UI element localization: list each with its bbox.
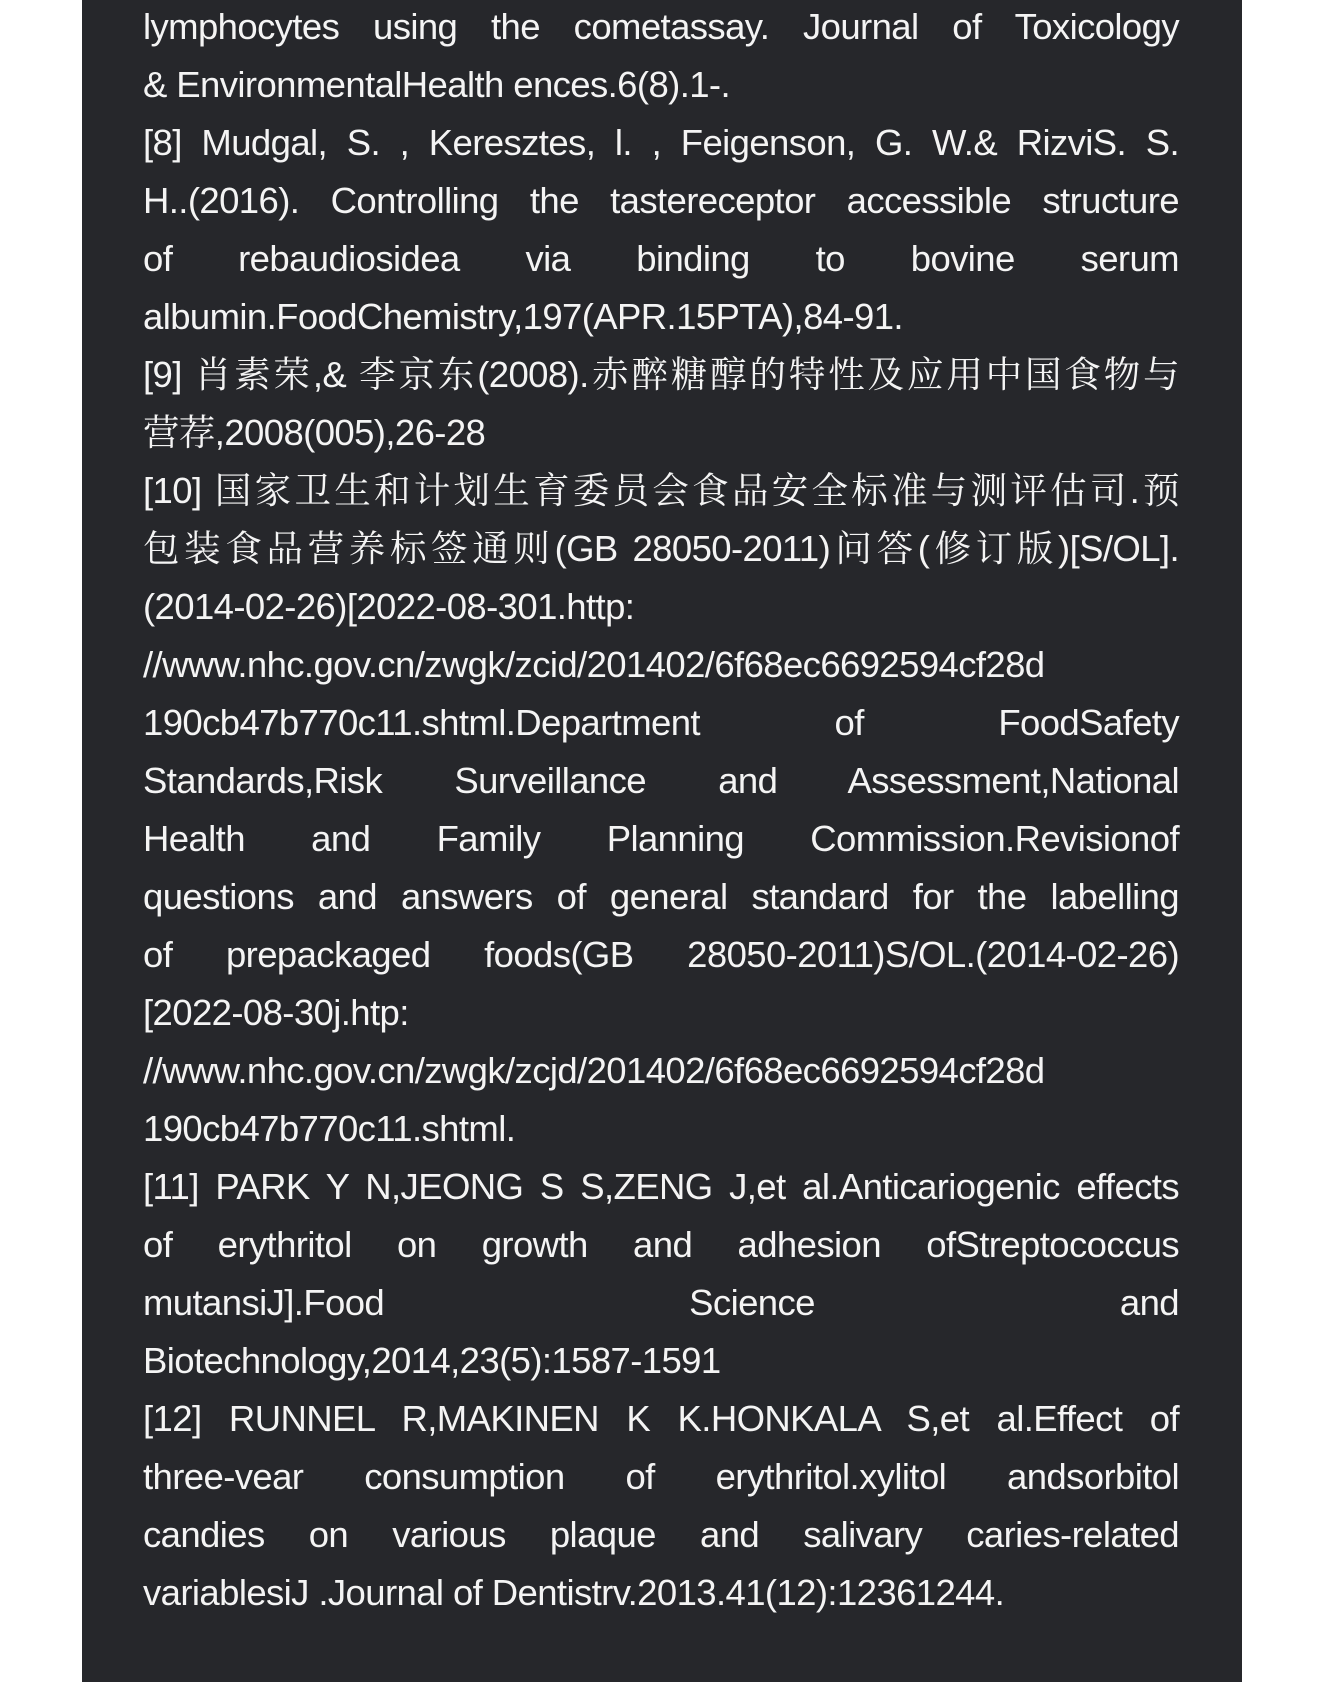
reference-text-line: of prepackaged foods(GB 28050-2011)S/OL.(2014-02-26): [143, 934, 1179, 975]
reference-text-line: of rebaudiosidea via binding to bovine serum: [143, 238, 1179, 279]
reference-text-line: (2014-02-26)[2022-08-301.http:: [143, 586, 635, 627]
reference-text-line: & EnvironmentalHealth ences.6(8).1-.: [143, 64, 731, 105]
reference-text-line: [11] PARK Y N,JEONG S S,ZENG J,et al.Anticariogenic effects: [143, 1166, 1179, 1207]
reference-text-line: variablesiJ .Journal of Dentistrv.2013.41(12):12361244.: [143, 1572, 1005, 1613]
reference-text-line: questions and answers of general standard for the labelling: [143, 876, 1179, 917]
reference-text-line: H..(2016). Controlling the tastereceptor accessible structure: [143, 180, 1179, 221]
reference-text-line: three-vear consumption of erythritol.xylitol andsorbitol: [143, 1456, 1179, 1497]
reference-text-line: Biotechnology,2014,23(5):1587-1591: [143, 1340, 721, 1381]
reference-text-line: [12] RUNNEL R,MAKINEN K K.HONKALA S,et al.Effect of: [143, 1398, 1179, 1439]
reference-text-line: albumin.FoodChemistry,197(APR.15PTA),84-91.: [143, 296, 903, 337]
references-list: [143, 0, 1179, 1622]
reference-text-line: 190cb47b770c11.shtml.Department of FoodSafety: [143, 702, 1179, 743]
reference-text-line: 包装食品营养标签通则(GB 28050-2011)问答(修订版)[S/OL].: [143, 528, 1179, 569]
reference-text-line: lymphocytes using the cometassay. Journal of Toxicology: [143, 6, 1179, 47]
reference-text-line: [8] Mudgal, S. , Keresztes, l. , Feigenson, G. W.& RizviS. S.: [143, 122, 1179, 163]
reference-text-line: [10] 国家卫生和计划生育委员会食品安全标准与测评估司.预: [143, 470, 1179, 511]
reference-text-line: 190cb47b770c11.shtml.: [143, 1108, 516, 1149]
reference-text-line: mutansiJ].Food Science and: [143, 1282, 1179, 1323]
reference-text-line: [2022-08-30j.htp:: [143, 992, 409, 1033]
reference-text-line: 营荐,2008(005),26-28: [143, 412, 486, 453]
reference-text-line: Standards,Risk Surveillance and Assessment,National: [143, 760, 1179, 801]
reference-text-line: [9] 肖素荣,& 李京东(2008).赤醉糖醇的特性及应用中国食物与: [143, 354, 1179, 395]
reference-text-line: Health and Family Planning Commission.Revisionof: [143, 818, 1179, 859]
document-page: [82, 0, 1242, 1682]
reference-text-line: //www.nhc.gov.cn/zwgk/zcjd/201402/6f68ec6692594cf28d: [143, 1050, 1045, 1091]
reference-text-line: candies on various plaque and salivary caries-related: [143, 1514, 1179, 1555]
reference-text-line: of erythritol on growth and adhesion ofStreptococcus: [143, 1224, 1179, 1265]
reference-text-line: //www.nhc.gov.cn/zwgk/zcid/201402/6f68ec6692594cf28d: [143, 644, 1045, 685]
